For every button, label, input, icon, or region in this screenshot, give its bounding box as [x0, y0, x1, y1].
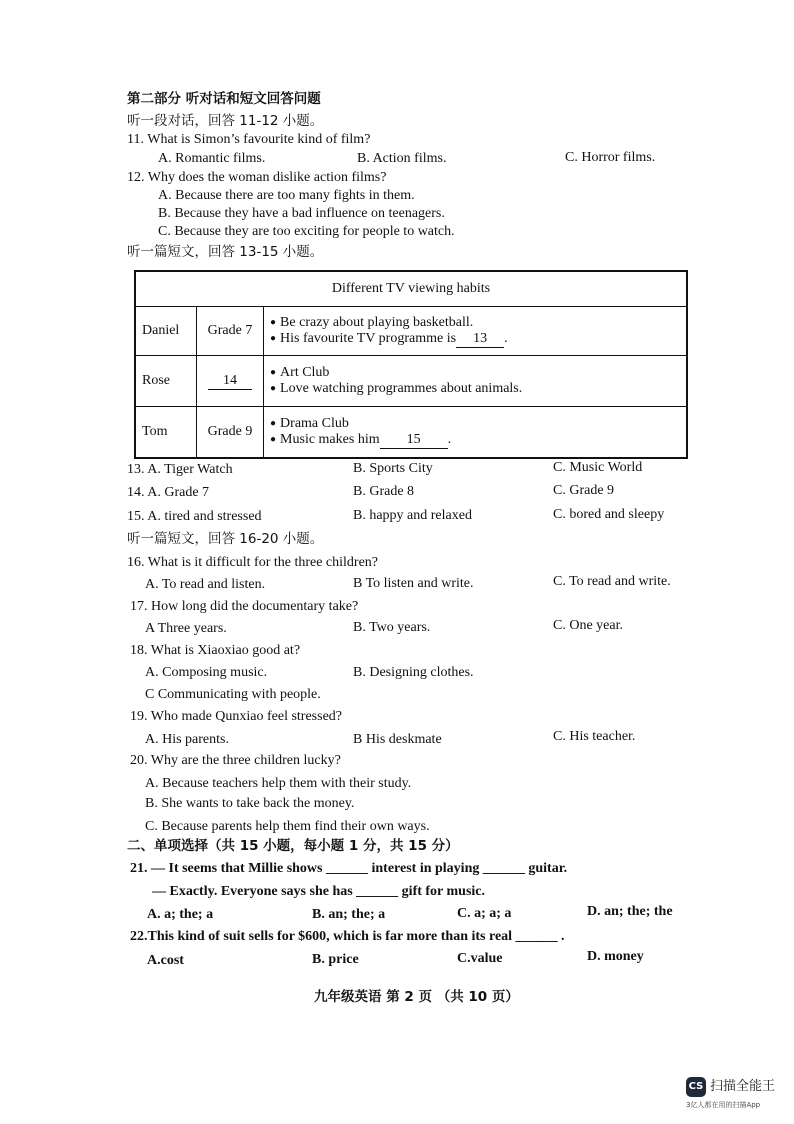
question-13-option-a: 13. A. Tiger Watch: [127, 462, 233, 477]
blank-14: 14: [208, 373, 252, 390]
question-11-option-a: A. Romantic films.: [158, 151, 266, 166]
question-22-option-d: D. money: [587, 949, 644, 964]
question-21-option-d: D. an; the; the: [587, 904, 673, 919]
watermark-brand: 扫描全能王: [710, 1079, 776, 1094]
question-18-option-a: A. Composing music.: [145, 665, 268, 680]
question-22-stem: 22.This kind of suit sells for $600, which is far more than its real ______ .: [130, 929, 565, 944]
table-title: Different TV viewing habits: [135, 271, 687, 307]
note-1: ● Art Club: [270, 365, 680, 381]
question-15-option-a: 15. A. tired and stressed: [127, 509, 262, 524]
student-name: Rose: [135, 356, 197, 407]
note-2: [270, 432, 680, 449]
section-heading: 二、单项选择（共 15 小题，每小题 1 分，共 15 分）: [127, 838, 459, 854]
table-row: [135, 307, 687, 356]
question-16-option-a: A. To read and listen.: [145, 577, 266, 592]
question-18-stem: 18. What is Xiaoxiao good at?: [130, 643, 301, 658]
question-22-option-a: A.cost: [147, 953, 184, 968]
question-20-option-c: C. Because parents help them find their own ways.: [145, 819, 430, 834]
question-20-option-b: B. She wants to take back the money.: [145, 796, 355, 811]
question-12-stem: 12. Why does the woman dislike action films?: [127, 170, 387, 185]
note-end: .: [504, 330, 508, 346]
watermark-tagline: 3亿人都在用的扫描App: [686, 1101, 761, 1109]
question-17-option-a: A Three years.: [145, 621, 227, 636]
question-12-option-b: B. Because they have a bad influence on teenagers.: [158, 206, 445, 221]
question-21-option-c: C. a; a; a: [457, 906, 512, 921]
student-grade: [197, 356, 264, 407]
note-1: ● Drama Club: [270, 416, 680, 432]
question-15-option-c: C. bored and sleepy: [553, 507, 665, 522]
camscanner-logo-icon: CS: [686, 1077, 706, 1097]
part-heading: 第二部分 听对话和短文回答问题: [127, 91, 321, 107]
question-16-stem: 16. What is it difficult for the three children?: [127, 555, 379, 570]
question-17-stem: 17. How long did the documentary take?: [130, 599, 359, 614]
question-22-option-b: B. price: [312, 952, 359, 967]
page-footer: 九年级英语 第 2 页 （共 10 页）: [314, 989, 519, 1005]
question-15-option-b: B. happy and relaxed: [353, 508, 472, 523]
student-grade: Grade 7: [197, 307, 264, 356]
question-16-option-b: B To listen and write.: [353, 576, 474, 591]
question-21-stem: 21. — It seems that Millie shows ______ interest in playing ______ guitar.: [130, 861, 568, 876]
question-19-option-c: C. His teacher.: [553, 729, 636, 744]
question-21-option-b: B. an; the; a: [312, 907, 386, 922]
question-17-option-b: B. Two years.: [353, 620, 431, 635]
note-text: Music makes him: [280, 431, 380, 447]
question-17-option-c: C. One year.: [553, 618, 623, 633]
question-19-option-b: B His deskmate: [353, 732, 442, 747]
student-notes: [264, 307, 688, 356]
table-row: [135, 356, 687, 407]
note-end: .: [447, 431, 452, 447]
student-notes: [264, 407, 688, 459]
instruction-11-12: 听一段对话，回答 11-12 小题。: [127, 113, 324, 129]
table-row: [135, 407, 687, 459]
tv-habits-table: [134, 270, 688, 459]
question-14-option-a: 14. A. Grade 7: [127, 485, 210, 500]
note-2: [270, 331, 680, 348]
question-21-option-a: A. a; the; a: [147, 907, 214, 922]
question-14-option-b: B. Grade 8: [353, 484, 415, 499]
question-20-option-a: A. Because teachers help them with their study.: [145, 776, 412, 791]
question-13-option-c: C. Music World: [553, 460, 643, 475]
question-19-stem: 19. Who made Qunxiao feel stressed?: [130, 709, 343, 724]
student-grade: Grade 9: [197, 407, 264, 459]
instruction-13-15: 听一篇短文，回答 13-15 小题。: [127, 244, 324, 260]
question-12-option-c: C. Because they are too exciting for people to watch.: [158, 224, 455, 239]
question-11-stem: 11. What is Simon’s favourite kind of film?: [127, 132, 371, 147]
question-20-stem: 20. Why are the three children lucky?: [130, 753, 341, 768]
student-notes: [264, 356, 688, 407]
instruction-16-20: 听一篇短文，回答 16-20 小题。: [127, 531, 324, 547]
question-12-option-a: A. Because there are too many fights in them.: [158, 188, 415, 203]
question-11-option-b: B. Action films.: [357, 151, 447, 166]
student-name: Daniel: [135, 307, 197, 356]
question-22-option-c: C.value: [457, 951, 503, 966]
note-2: ● Love watching programmes about animals.: [270, 381, 680, 397]
question-21-stem-2: — Exactly. Everyone says she has ______ gift for music.: [152, 884, 486, 899]
note-1: ● Be crazy about playing basketball.: [270, 315, 680, 331]
question-14-option-c: C. Grade 9: [553, 483, 615, 498]
blank-15: 15: [380, 432, 448, 449]
note-text: His favourite TV programme is: [280, 330, 457, 346]
question-18-option-b: B. Designing clothes.: [353, 665, 474, 680]
question-11-option-c: C. Horror films.: [565, 150, 656, 165]
question-16-option-c: C. To read and write.: [553, 574, 671, 589]
question-13-option-b: B. Sports City: [353, 461, 433, 476]
student-name: Tom: [135, 407, 197, 459]
question-18-option-c: C Communicating with people.: [145, 687, 321, 702]
blank-13: 13: [456, 331, 504, 348]
question-19-option-a: A. His parents.: [145, 732, 229, 747]
